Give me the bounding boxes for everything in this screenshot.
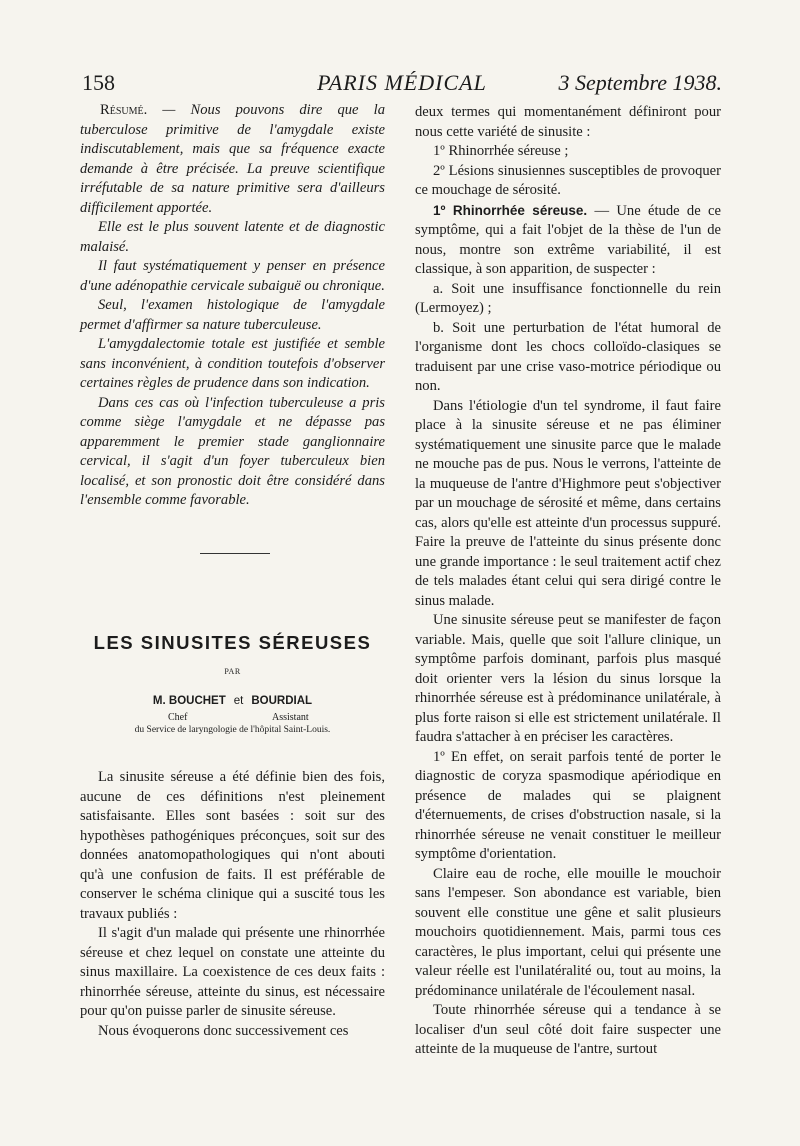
summary-section: [80, 101, 385, 511]
article-title: LES SINUSITES SÉREUSES: [93, 632, 372, 653]
list-item: 1º Rhinorrhée séreuse ;: [433, 143, 569, 159]
list-item: a. Soit une insuffisance fonctionnelle du rein (Lermoyez) ;: [415, 280, 721, 316]
body-paragraph: Toute rhinorrhée séreuse qui a tendance à se localiser d'un seul côté doit faire suspecter une atteinte de la muqueuse de l'antre, surtout: [415, 1002, 721, 1057]
body-paragraph: Il s'agit d'un malade qui présente une rhinorrhée séreuse et chez lequel on constate une atteinte du sinus maxillaire. La coexistence de ces deux faits : rhinorrhée séreuse, atteinte du sinus, est nécessaire pour qu'on puisse parler de sinusite séreuse.: [80, 925, 385, 1019]
section-heading: 1º Rhinorrhée séreuse.: [433, 202, 588, 218]
authors-service: du Service de laryngologie de l'hôpital Saint-Louis.: [134, 725, 331, 735]
issue-date: 3 Septembre 1938.: [558, 70, 722, 95]
journal-title: PARIS MÉDICAL: [317, 70, 487, 95]
summary-paragraph: Seul, l'examen histologique de l'amygdale permet d'affirmer sa nature tuberculeuse.: [80, 297, 385, 333]
byline-par: PAR: [224, 667, 241, 676]
article-body-left: [80, 768, 385, 1041]
author-1-role: Chef: [168, 712, 188, 723]
body-paragraph: Une sinusite séreuse peut se manifester de façon variable. Mais, quelle que soit l'allure clinique, un symptôme parfois dominant, parfois plus masqué doit orienter vers la lésion du sinus lorsque la rhinorrhée séreuse est à prédominance unilatérale, à plus forte raison si elle est strictement unilatérale. Il faudra s'attacher à en préciser les caractères.: [415, 612, 721, 745]
body-paragraph: Nous évoquerons donc successivement ces: [98, 1022, 349, 1039]
body-paragraph: deux termes qui momentanément définiront pour nous cette variété de sinusite :: [415, 104, 721, 140]
section-paragraph: 1º Rhinorrhée séreuse. — Une étude de ce symptôme, qui a fait l'objet de la thèse de l'un de nous, montre son extrême variabilité, il est classique, à son apparition, de suspecter :: [415, 202, 721, 277]
page-header: [82, 70, 722, 100]
author-2-role: Assistant: [272, 712, 309, 723]
body-paragraph: La sinusite séreuse a été définie bien des fois, aucune de ces définitions n'est pleinement satisfaisante. Elles sont basées : soit sur des hypothèses pathogéniques préconçues, soit sur des données anatomopathologiques qui n'ont abouti qu'à une confusion de faits. Il est préférable de conserver le schéma clinique qui a suscité tous les travaux publiés :: [80, 769, 385, 922]
page-number: 158: [82, 70, 115, 95]
article-body-right: [415, 103, 721, 1060]
body-paragraph: Dans l'étiologie d'un tel syndrome, il faut faire place à la sinusite séreuse et ne pas éliminer systématiquement une sinusite parce que le malade ne mouche pas de pus. Nous le verrons, l'atteinte de la muqueuse de l'antre d'Highmore peut s'objectiver par un mouchage de sérosité et même, dans certains cas, alors qu'elle est atteinte d'un processus suppuré. Faire la preuve de l'atteinte du sinus présente donc une grande importance : le seul traitement actif chez de tels malades étant celui qui sera dirigé contre le sinus malade.: [415, 397, 721, 609]
summary-paragraph: L'amygdalectomie totale est justifiée et semble sans inconvénient, à condition toutefois d'observer certaines règles de prudence dans son indication.: [80, 336, 385, 391]
authors-and: et: [233, 695, 244, 707]
author-2: BOURDIAL: [251, 695, 313, 707]
list-item: 2º Lésions sinusiennes susceptibles de provoquer ce mouchage de sérosité.: [415, 162, 721, 198]
authors-line: [80, 695, 385, 707]
section-divider: [200, 553, 270, 554]
list-item: b. Soit une perturbation de l'état humoral de l'organisme dont les chocs colloïdo-clasiques se traduisent par une crise vaso-motrice périodique ou non.: [415, 319, 721, 394]
body-paragraph: Claire eau de roche, elle mouille le mouchoir sans l'empeser. Son abondance est variable, bien souvent elle constitue une gêne et salit plusieurs mouchoirs quotidiennement. Mais, parmi tous ces caractères, le plus important, celui qui présente une valeur réelle est l'unilatéralité ou, tout au moins, la prédominance unilatérale de l'écoulement nasal.: [415, 865, 721, 999]
author-1: M. BOUCHET: [152, 695, 226, 707]
summary-paragraph: Dans ces cas où l'infection tuberculeuse a pris comme siège l'amygdale et ne dépasse pas apparemment le premier stade ganglionnaire cervical, il s'agit d'un foyer tuberculeux bien localisé, et son pronostic doit être considéré dans l'ensemble comme favorable.: [80, 394, 385, 508]
body-paragraph: 1º En effet, on serait parfois tenté de porter le diagnostic de coryza spasmodique apériodique en présence de malades qui se plaignent d'éternuements, de crises d'obstruction nasale, si la rhinorrhée séreuse ne venait constituer le meilleur symptôme d'orientation.: [415, 748, 721, 862]
summary-paragraph: Il faut systématiquement y penser en présence d'une adénopathie cervicale subaiguë ou chronique.: [80, 258, 385, 294]
summary-label: Résumé.: [100, 102, 148, 118]
summary-paragraph: Elle est le plus souvent latente et de diagnostic malaisé.: [80, 219, 385, 255]
summary-paragraph: Résumé. — Nous pouvons dire que la tuberculose primitive de l'amygdale existe indiscutablement, mais que sa fréquence exacte demande à être précisée. La preuve scientifique irréfutable de sa nature primitive sera d'ailleurs difficilement apportée.: [80, 102, 385, 216]
